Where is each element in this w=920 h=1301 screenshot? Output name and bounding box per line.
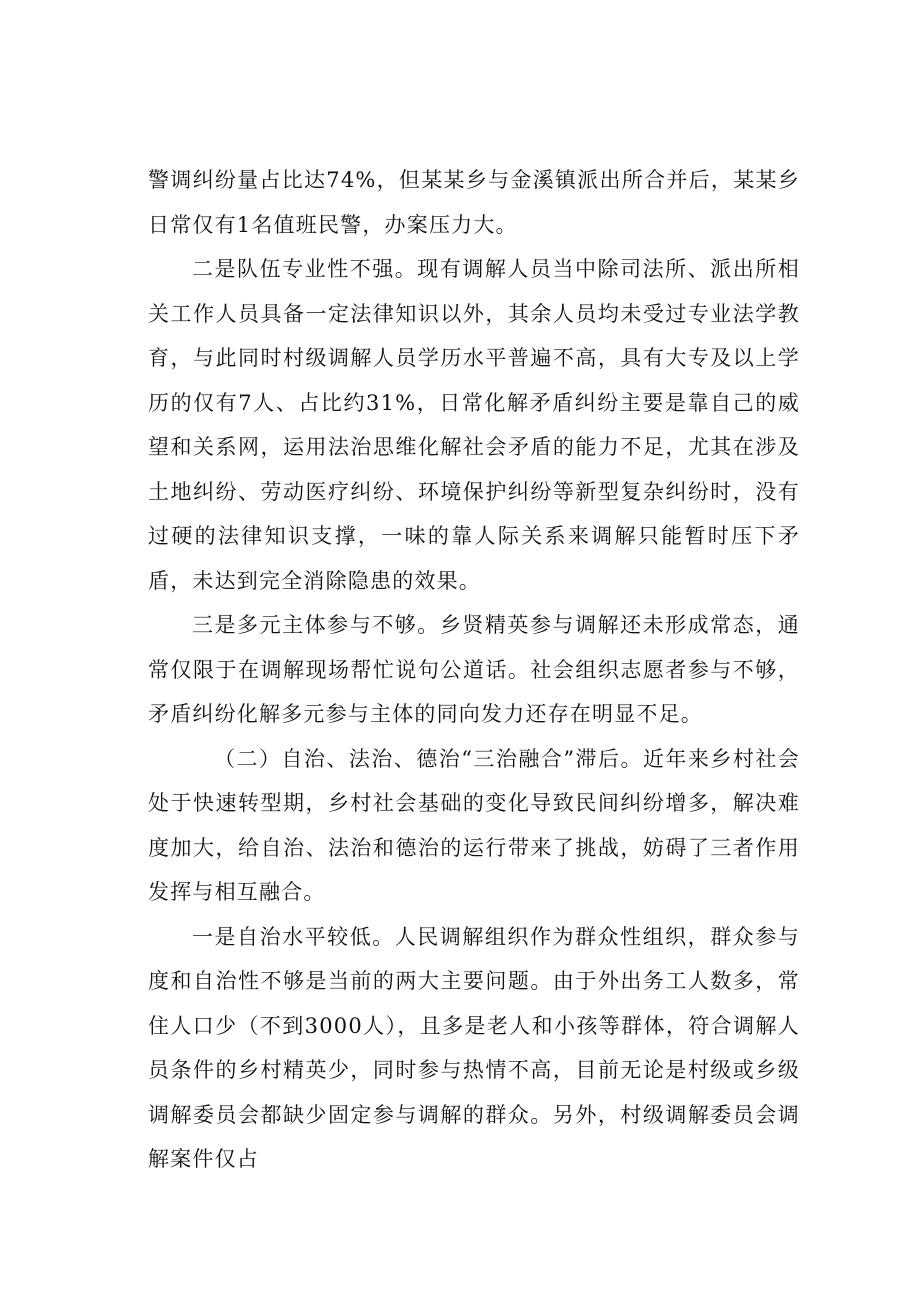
paragraph-team-professionalism: 二是队伍专业性不强。现有调解人员当中除司法所、派出所相关工作人员具备一定法律知识以外，其余人员均未受过专业法学教育，与此同时村级调解人员学历水平普遍不高，具有大专及以上学历的仅有7人、占比约31%，日常化解矛盾纠纷主要是靠自己的威望和关系网，运用法治思维化解社会矛盾的能力不足，尤其在涉及土地纠纷、劳动医疗纠纷、环境保护纠纷等新型复杂纠纷时，没有过硬的法律知识支撑，一味的靠人际关系来调解只能暂时压下矛盾，未达到完全消除隐患的效果。 — [148, 257, 800, 593]
paragraph-multi-party-participation: 三是多元主体参与不够。乡贤精英参与调解还未形成常态，通常仅限于在调解现场帮忙说句公道话。社会组织志愿者参与不够，矛盾纠纷化解多元参与主体的同向发力还存在明显不足。 — [148, 613, 800, 726]
paragraph-section-heading-three-governance: （二）自治、法治、德治“三治融合”滞后。近年来乡村社会处于快速转型期，乡村社会基础的变化导致民间纠纷增多，解决难度加大，给自治、法治和德治的运行带来了挑战，妨碍了三者作用发挥与相互融合。 — [148, 746, 800, 904]
paragraph-continuation: 警调纠纷量占比达74%，但某某乡与金溪镇派出所合并后，某某乡日常仅有1名值班民警，办案压力大。 — [148, 168, 800, 237]
document-body — [148, 158, 800, 1182]
paragraph-self-governance: 一是自治水平较低。人民调解组织作为群众性组织，群众参与度和自治性不够是当前的两大主要问题。由于外出务工人数多，常住人口少（不到3000人），且多是老人和小孩等群体，符合调解人员条件的乡村精英少，同时参与热情不高，目前无论是村级或乡级调解委员会都缺少固定参与调解的群众。另外，村级调解委员会调解案件仅占 — [148, 924, 800, 1171]
